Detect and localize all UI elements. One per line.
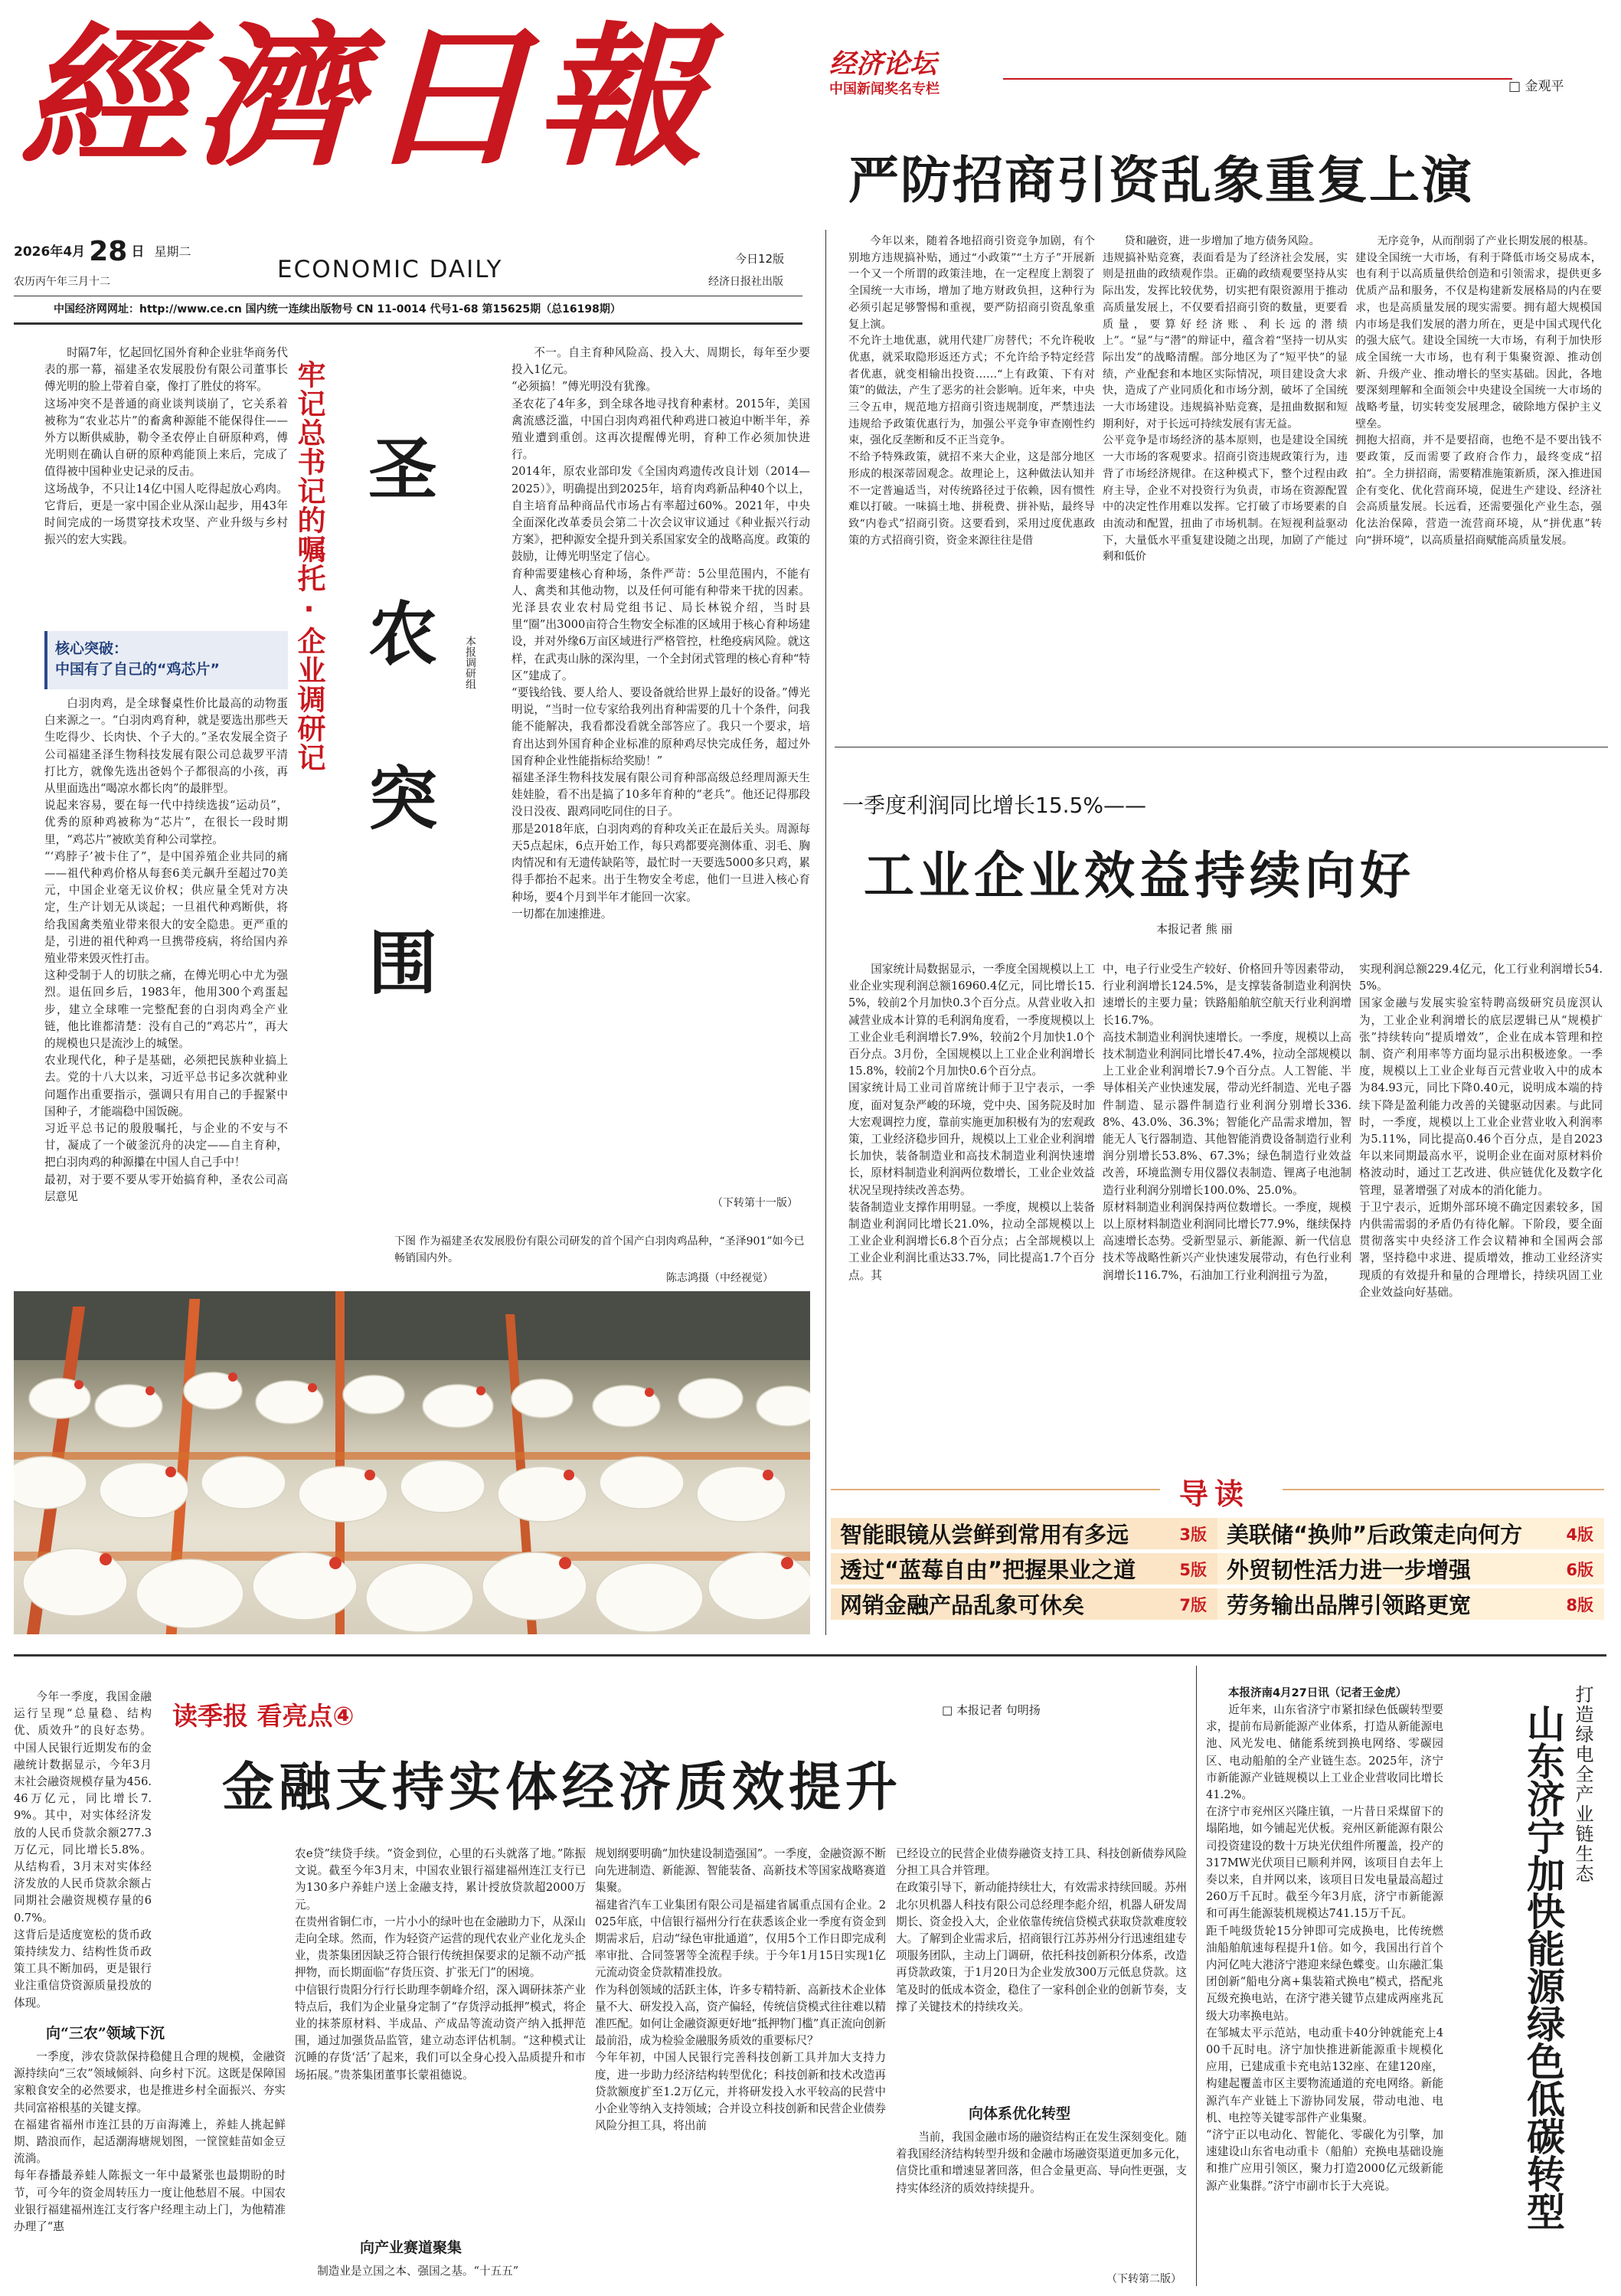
shandong-kicker: 打造绿电全产业链生态 bbox=[1572, 1685, 1593, 1884]
finance-intro: 今年一季度，我国金融运行呈现“总量稳、结构优、质效升”的良好态势。中国人民银行近期发布的金融统计数据显示，今年3月末社会融资规模存量为456.46万亿元，同比增长7.9%。其中，对实体经济发放的人民币贷款余额277.3万亿元，同比增长5.8%。从结构看，3月末对实体经济发放的人民币贷款余额占同期社会融资规模存量的60.7%。 这背后是适度宽松的货币政策持续发力、结构性货币政策工具不断加码，更是银行业注重信贷资源质量投放的体现。 bbox=[14, 1690, 152, 2010]
lead-headline: 圣 农 突 围 bbox=[356, 433, 436, 1003]
guide-item-page: 5版 bbox=[1179, 1560, 1207, 1579]
guide-item-text: 劳务输出品牌引领路更宽 bbox=[1227, 1592, 1472, 1618]
finance-text-1: 一季度，涉农贷款保持稳健且合理的规模，金融资源持续向“三农”领域倾斜、向乡村下沉。这既是保障国家粮食安全的必然要求，也是推进乡村全面振兴、夯实共同富裕根基的关键支撑。 在福建省福州市连江县的万亩海滩上，养蛙人挑起鲜期、踏浪而作，起适潮海塘规划图，一筐筐蛙苗如金豆流淌。 每年春播最养蛙人陈振文一年中最紧张也最期盼的时节，可今年的资金周转压力一度让他愁眉不展。中国农业银行福建福州连江支行客户经理主动上门，为他精准办理了“惠 bbox=[14, 2050, 286, 2234]
finance-text-2: 农e贷”续贷手续。“资金到位，心里的石头就落了地。”陈振文说。截至今年3月末，中国农业银行福建福州连江支行已为130多户养蛙户送上金融支持，累计授放贷款超2000万元。 在贵州省铜仁市，一片小小的绿叶也在金融助力下，从深山走向全球。然而，作为轻资产运营的现代农业产业化龙头企业，贵茶集团因缺乏符合银行传统担保要求的足额不动产抵押物，而长期面临“存货压资、扩张无门”的困境。 中信银行贵阳分行行长助理李朝峰介绍，深入调研抹茶产业特点后，我们为企业量身定制了“存货浮动抵押”模式，将企业的抹茶原材料、半成品、产成品等流动资产纳入抵押范围，通过加强货品监管，建立动态评估机制。“这种模式让沉睡的存货‘活’了起来，我们可以全身心投入品质提升和市场拓展。”贵茶集团董事长蒙祖德说。 bbox=[295, 1847, 586, 2082]
chicken-flock-graphic bbox=[14, 1291, 810, 1634]
lead-continue: （下转第十一版） bbox=[712, 1197, 798, 1209]
date-line bbox=[14, 236, 266, 267]
finance-subhead-2: 向产业赛道聚集 bbox=[360, 2239, 462, 2256]
date-text: 2026年4月 bbox=[14, 244, 86, 260]
industry-column-3 bbox=[1359, 961, 1603, 1474]
lead-kicker: 牢记总书记的嘱托·企业调研记 bbox=[292, 360, 325, 772]
guide-item[interactable] bbox=[831, 1553, 1217, 1585]
shandong-headline: 山东济宁加快能源绿色低碳转型 bbox=[1521, 1704, 1565, 2229]
lower-section-rule bbox=[14, 1654, 1606, 1657]
guide-item[interactable] bbox=[1217, 1553, 1604, 1585]
finance-subhead-1: 向“三农”领域下沉 bbox=[46, 2025, 165, 2042]
lead-column-1b bbox=[44, 695, 288, 1310]
photo-credit: 陈志鸿摄（中经视觉） bbox=[666, 1272, 773, 1284]
forum-text-2: 贷和融资，进一步增加了地方债务风险。 违规搞补贴竞赛，表面看是为了经济社会发展，实则是扭曲的政绩观作祟。正确的政绩观要坚持从实际出发，发挥比较优势，切实把有限资源用于推动高质量发展上，不仅要看招商引资的数量，更要看质量，要算好经济账、利长远的潜绩上”。“显”与“潜”的辩证中，蕴含着“坚持一切从实际出发”的战略清醒。部分地区为了“短平快”的显绩，产业配套和本地区实际情况，项目建设贪大求快，造成了产业同质化和市场分割，破坏了全国统一大市场建设。违规搞补贴竞赛，是扭曲数据和短期利好，对于长远可持续发展有害无益。 公平竞争是市场经济的基本原则，也是建设全国统一大市场的客观要求。招商引资违规政策行为，违背了市场经济规律。在这种模式下，整个过程由政府主导，企业不对投资行为负责，市场在资源配置中的决定性作用难以发挥。它打破了市场要素的自由流动和配置，扭曲了市场机制。在短视利益驱动下，大量低水平重复建设随之出现，加剧了产能过剩和低价 bbox=[1103, 235, 1348, 564]
finance-column-3 bbox=[595, 1846, 886, 2288]
industry-text-2: 中，电子行业受生产较好、价格回升等因素带动，行业利润增长124.5%，是支撑装备制造业利润快速增长的主要力量；铁路船舶航空航天行业利润增长16.7%。 高技术制造业利润快速增长。一季度，规模以上高技术制造业利润同比增长47.4%，拉动全部规模以上工业企业利润增长7.9个百分点。人工智能、半导体相关产业快速发展，带动光纤制造、光电子器件制造、显示器件制造行业利润分别增长336.8%、43.0%、36.3%；智能化产品需求增加，智能无人飞行器制造、其他智能消费设备制造行业利润分别增长53.8%、67.3%；绿色制造行业效益改善，环境监测专用仪器仪表制造、锂离子电池制造行业利润分别增长100.0%、25.0%。 原材料制造业利润保持两位数增长。一季度，规模以上原材料制造业利润同比增长77.9%，继续保持高速增长态势。受新型显示、新能源、新一代信息技术等战略性新兴产业快速发展带动，有色行业利润增长116.7%，石油加工行业利润扭亏为盈， bbox=[1103, 963, 1351, 1282]
industry-column-2 bbox=[1103, 961, 1351, 1386]
page-count: 今日12版 bbox=[735, 252, 785, 266]
forum-label: 经济论坛 bbox=[829, 49, 937, 80]
finance-byline: □ 本报记者 句明扬 bbox=[942, 1703, 1041, 1717]
guide-rule-left bbox=[831, 1489, 1160, 1490]
lunar-date: 农历丙午年三月十二 bbox=[14, 276, 110, 288]
day-number: 28 bbox=[89, 236, 128, 267]
guide-item-text: 网销金融产品乱象可休矣 bbox=[840, 1592, 1085, 1618]
finance-text-4: 已经设立的民营企业债券融资支持工具、科技创新债券风险分担工具合并管理。 在政策引导下，新动能持续壮大，有效需求持续回暖。苏州北尔贝机器人科技有限公司总经理李彪介绍，机器人研发周期长、资金投入大，企业依靠传统信贷模式获取贷款难度较大。了解到企业需求后，招商银行江苏苏州分行迅速组建专项服务团队，主动上门调研，依托科技创新积分体系，改造再贷款政策，于1月20日为企业发放300万元低息贷款。这笔及时的低成本资金，稳住了一家科创企业的创新节奏，支撑了关键技术的持续攻关。 bbox=[896, 1847, 1187, 2013]
guide-item-text: 外贸韧性活力进一步增强 bbox=[1227, 1557, 1472, 1583]
finance-column-1 bbox=[14, 2049, 286, 2286]
guide-item-page: 4版 bbox=[1566, 1525, 1593, 1544]
guide-list bbox=[831, 1516, 1604, 1622]
forum-column-1 bbox=[848, 234, 1095, 743]
lead-subhead-box bbox=[44, 631, 288, 689]
industry-text-3: 实现利润总额229.4亿元，化工行业利润增长54.5%。 国家金融与发展实验室特聘高级研究员庞溟认为，工业企业利润增长的底层逻辑已从“规模扩张”持续转向“提质增效”，企业在成本管理和控制、资产利用率等方面均显示出积极迹象。一季度，规模以上工业企业每百元营业收入中的成本为84.93元，同比下降0.40元，说明成本端的持续下降是盈利能力改善的关键驱动因素。与此同时，一季度，规模以上工业企业营业收入利润率为5.11%，同比提高0.46个百分点，是自2023年以来同期最高水平，说明企业在面对原材料价格波动时，通过工艺改进、供应链优化及数字化管理，显著增强了对成本的消化能力。 于卫宁表示，近期外部环境不确定因素较多，国内供需需弱的矛盾仍有待化解。下阶段，要全面贯彻落实中央经济工作会议精神和全国两会部署，坚持稳中求进、提质增效，推动工业经济实现质的有效提升和量的合理增长，持续巩固工业企业效益向好基础。 bbox=[1359, 963, 1603, 1299]
shandong-text: 近年来，山东省济宁市紧扣绿色低碳转型要求，提前布局新能源产业体系，打造从新能源电池、风光发电、储能系统到换电网络、零碳园区、电动船舶的全产业链生态。2025年，济宁市新能源产业链规模以上工业企业营收同比增长41.2%。 在济宁市兖州区兴隆庄镇，一片昔日采煤留下的塌陷地，如今铺起光伏板。兖州区新能源有限公司投资建设的数十万块光伏组件所覆盖，投产的317MW光伏项目已顺利并网，该项目自去年上奏以来，自并网以来，该项目日发电量最高超过260万千瓦时。截至今年3月底，济宁市新能源和可再生能源装机规模达741.15万千瓦。 距千吨级货轮15分钟即可完成换电，比传统燃油船舶航速每程提升1倍。如今，我国出行首个内河亿吨大港济宁港迎来绿色蝶变。山东融汇集团创新“船电分离+集装箱式换电”模式，搭配兆瓦级充换电站，在济宁港关键节点建成两座兆瓦级大功率换电站。 在邹城太平示范站，电动重卡40分钟就能充上400千瓦时电。济宁加快推进新能源重卡规模化应用，已建成重卡充电站132座、在建120座，构建起覆盖市区主要物流通道的充电网络。新能源汽车产业链上下游协同发展，带动电池、电机、电控等关键零部件产业集聚。 “济宁正以电动化、智能化、零碳化为引擎，加速建设山东省电动重卡（船舶）充换电基础设施和推广应用引领区，聚力打造2000亿元级新能源产业集群。”济宁市副市长于大亮说。 bbox=[1206, 1703, 1443, 2193]
industry-text-1: 国家统计局数据显示，一季度全国规模以上工业企业实现利润总额16960.4亿元，同比增长15.5%，较前2个月加快0.3个百分点。从营业收入扣减营业成本计算的毛利润角度看，一季度规模以上工业企业毛利润增长7.9%，较前2个月加快1.0个百分点。3月份，全国规模以上工业企业利润增长15.8%，较前2个月加快0.6个百分点。 国家统计局工业司首席统计师于卫宁表示，一季度，面对复杂严峻的环境，党中央、国务院及时加大宏观调控力度，靠前实施更加积极有为的宏观政策，工业经济稳步回升，规模以上工业企业利润增长加快，装备制造业和高技术制造业利润快速增长，原材料制造业利润两位数增长，工业企业效益状况呈现持续改善态势。 装备制造业支撑作用明显。一季度，规模以上装备制造业利润同比增长21.0%，拉动全部规模以上工业企业利润增长6.8个百分点；占全部规模以上工业企业利润比重达33.7%，同比提高1.7个百分点。其 bbox=[848, 963, 1095, 1282]
forum-headline: 严防招商引资乱象重复上演 bbox=[848, 151, 1473, 210]
lead-body-2: 不一。自主育种风险高、投入大、周期长，每年至少要投入1亿元。 “必须搞！”傅光明没有犹豫。 圣农花了4年多，到全球各地寻找育种素材。2015年，美国禽流感泛滥，中国白羽肉鸡祖代种鸡进口被迫中断半年，养殖业遭到重创。这再次提醒傅光明，育种工作必须加快进行。 2014年，原农业部印发《全国肉鸡遗传改良计划（2014—2025）》，明确提出到2025年，培育肉鸡新品种40个以上，自主培育品种商品代市场占有率超过60%。2021年，中央全面深化改革委员会第二十次会议审议通过《种业振兴行动方案》，把种源安全提升到关系国家安全的战略高度。政策的鼓励，让傅光明坚定了信心。 育种需要建核心育种场，条件严苛：5公里范围内，不能有人、禽类和其他动物，以及任何可能有种带来干扰的因素。光泽县农业农村局党组书记、局长林锐介绍，当时县里“圈”出3000亩符合生物安全标准的区域用于核心育种场建设，并对外缘6万亩区域进行严格管控，杜绝疫病风险。就这样，在武夷山脉的深沟里，一个全封闭式管理的核心育种“特区”建成了。 “要钱给钱、要人给人、要设备就给世界上最好的设备。”傅光明说，“当时一位专家给我列出育种需要的几十个条件，问我能不能解决，我看都没看就全部答应了。我只一个要求，培育出达到外国育种企业标准的原种鸡尽快完成任务，超过外国育种企业性能指标给奖励！” 福建圣泽生物科技发展有限公司育种部高级总经理周源天生娃娃脸，看不出是搞了10多年育种的“老兵”。他还记得那段没日没夜、跟鸡同吃同住的日子。 那是2018年底，白羽肉鸡的育种攻关正在最后关头。周源每天5点起床，6点开始工作，每只鸡都要亮测体重、羽毛、胸肉情况和有无遗传缺陷等，最忙时一天要选5000多只鸡，累得手都抬不起来。出于生物安全考虑，他们一旦进入核心育种场，要4个月到半年才能回一次家。 一切都在加速推进。 bbox=[511, 346, 810, 921]
finance-text-4b: 当前，我国金融市场的融资结构正在发生深刻变化。随着我国经济结构转型升级和金融市场融资渠道更加多元化，信贷比重和增速显著回落，但合金量更高、导向性更强，支持实体经济的质效持续提升。 bbox=[896, 2131, 1187, 2195]
finance-text-3: 规划纲要明确“加快建设制造强国”。一季度，金融资源不断向先进制造、新能源、智能装备、高新技术等国家战略赛道集聚。 福建省汽车工业集团有限公司是福建省属重点国有企业。2025年底，中信银行福州分行在获悉该企业一季度有资金到期需求后，启动“绿色审批通道”，仅用5个工作日即完成利率审批、合同签署等全流程手续。于今年1月15日实现1亿元流动资金贷款精准投放。 作为科创领域的活跃主体，许多专精特新、高新技术企业体量不大、研发投入高，资产偏轻，传统信贷模式往往难以精准匹配。如何让金融资源更好地“抵押物门槛”真正流向创新最前沿，成为检验金融服务质效的重要标尺？ 今年年初，中国人民银行完善科技创新工具并加大支持力度，进一步助力经济结构转型优化；科技创新和技术改造再贷款额度扩至1.2万亿元，并将研发投入水平较高的民营中小企业等纳入支持领域；合并设立科技创新和民营企业债券风险分担工具，将出前 bbox=[595, 1847, 886, 2133]
masthead-rule-bottom bbox=[14, 322, 802, 325]
shandong-dateline: 本报济南4月27日讯（记者王金虎） bbox=[1228, 1687, 1407, 1699]
masthead bbox=[14, 8, 845, 237]
newspaper-logo: 經濟日報 bbox=[20, 8, 708, 188]
weekday: 星期二 bbox=[154, 244, 191, 259]
lower-vertical-divider bbox=[1196, 1666, 1197, 2286]
finance-headline: 金融支持实体经济质效提升 bbox=[222, 1758, 903, 1818]
lead-column-2 bbox=[511, 345, 810, 1289]
lead-subhead-1: 核心突破： bbox=[55, 640, 129, 657]
publication-info: 中国经济网网址：http://www.ce.cn 国内统一连续出版物号 CN 11-0014 代号1-68 第15625期（总16198期） bbox=[54, 303, 621, 316]
forum-text-1: 今年以来，随着各地招商引资竞争加剧，有个别地方违规搞补贴，通过“小政策”“土方子”开展新一个又一个所谓的政策洼地，在一定程度上割裂了全国统一大市场，增加了地方财政负担，这种行为必须引起足够警惕和重视，要严防招商引资乱象重复上演。 不允许土地优惠，就用代建厂房替代；不允许税收优惠，就采取隐形返还方式；不允许给予特定经营者优惠，就变相输出投资……“上有政策、下有对策”的做法，产生了恶劣的社会影响。近年来，中央三令五申，规范地方招商引资违规制度，严禁违法违规给予政策优惠行为，加强公平竞争审查刚性约束，强化反垄断和反不正当竞争。 不给予特殊政策，就招不来大企业，这是部分地区形成的根深蒂固观念。故理论上，这种做法认知并不一定普遍适当，对传统路径过于依赖，因有惯性难以打破。一味搞土地、拼税费、拼补贴，最终导致“内卷式”招商引资。这要看到，采用过度优惠政策的方式招商引资，资金来源往往是借 bbox=[848, 235, 1095, 547]
guide-item-page: 8版 bbox=[1566, 1595, 1593, 1614]
guide-box bbox=[831, 1470, 1604, 1631]
lead-byline: 本报调研组 bbox=[464, 636, 476, 689]
chicken-farm-photo bbox=[14, 1291, 810, 1634]
forum-text-3: 无序竞争，从而削弱了产业长期发展的根基。 建设全国统一大市场，有利于降低市场交易成本，也有利于以高质量供给创造和引领需求，提供更多优质产品和服务，不仅是构建新发展格局的内在要求，也是高质量发展的现实需要。拥有超大规模国内市场是我们发展的潜力所在，更是中国式现代化的强大底气。建设全国统一大市场，有利于加快形成全国统一大市场，也有利于集聚资源、推动创新、升级产业、推动增长的坚实基础。因此，各地要深刻理解和全面领会中央建设全国统一大市场的战略考量，切实转变发展理念，破除地方保护主义壁垒。 拥抱大招商，并不是要招商，也绝不是不要出钱不要政策，反而需要了政府合作力，最终变成“招拍”。全力拼招商，需要精准施策新质，深入推进国企有变化、优化营商环境，促进生产建设、经济社会高质量发展。长远看，还需要强化产业生态，强化法治保障，营造一流营商环境，从“拼优惠”转向“拼环境”，以高质量招商赋能高质量发展。 bbox=[1355, 235, 1602, 547]
guide-item[interactable] bbox=[1217, 1518, 1604, 1549]
finance-continue: （下转第二版） bbox=[1106, 2273, 1181, 2285]
guide-item-page: 6版 bbox=[1566, 1560, 1593, 1579]
lead-column-1a bbox=[44, 345, 288, 628]
guide-item[interactable] bbox=[831, 1518, 1217, 1549]
guide-item[interactable] bbox=[1217, 1588, 1604, 1620]
publisher: 经济日报社出版 bbox=[708, 276, 783, 288]
caption-text: 下图 作为福建圣农发展股份有限公司研发的首个国产白羽肉鸡品种，“圣泽901”如今已畅销国内外。 bbox=[394, 1235, 805, 1264]
lead-caption bbox=[394, 1233, 812, 1270]
industry-headline: 工业企业效益持续向好 bbox=[864, 846, 1415, 905]
guide-title: 导读 bbox=[1179, 1477, 1250, 1511]
guide-row-3 bbox=[831, 1587, 1604, 1622]
lead-body-1: 白羽肉鸡，是全球餐桌性价比最高的动物蛋白来源之一。“白羽肉鸡育种，就是要选出那些天生吃得少、长肉快、个子大的。”圣农发展全资子公司福建圣泽生物科技发展有限公司总裁罗平清打比方，就像先选出爸妈个子都很高的小孩，再从里面选出“喝凉水都长肉”的最胖型。 说起来容易，要在每一代中持续选拔“运动员”，优秀的原种鸡被称为“芯片”，在很长一段时期里，“鸡芯片”被欧美育种公司掌控。 “‘鸡脖子’被卡住了”，是中国养殖企业共同的痛——祖代种鸡价格从每套6美元飙升至超过70美元，中国企业毫无议价权；供应量全凭对方决定，生产计划无从谈起；一旦祖代种鸡断供，将给我国禽类殖业带来很大的安全隐患。更严重的是，引进的祖代种鸡一旦携带疫病，将给国内养殖业带来毁灭性打击。 这种受制于人的切肤之痛，在傅光明心中尤为强烈。退伍回乡后，1983年，他用300个鸡蛋起步，建立全球唯一完整配套的白羽肉鸡全产业链，他比谁都清楚：没有自己的“鸡芯片”，再大的规模也只是流沙上的城堡。 农业现代化，种子是基础，必须把民族种业搞上去。党的十八大以来，习近平总书记多次就种业问题作出重要指示，强调只有用自己的手握紧中国种子，才能端稳中国饭碗。 习近平总书记的殷殷嘱托，与企业的不安与不甘，凝成了一个破釜沉舟的决定——自主育种，把白羽肉鸡的种源攥在中国人自己手中！ 最初，对于要不要从零开始搞育种，圣农公司高层意见 bbox=[44, 697, 288, 1203]
finance-column-4b bbox=[896, 2129, 1187, 2267]
guide-item[interactable] bbox=[831, 1588, 1217, 1620]
guide-item-page: 7版 bbox=[1179, 1595, 1207, 1614]
forum-column-2 bbox=[1103, 234, 1348, 743]
guide-row-2 bbox=[831, 1552, 1604, 1587]
finance-sidebar bbox=[14, 1689, 152, 2010]
guide-item-text: 透过“蓝莓自由”把握果业之道 bbox=[840, 1557, 1136, 1583]
finance-column-2b bbox=[295, 2263, 586, 2286]
finance-column-2 bbox=[295, 1846, 586, 2229]
guide-row-1 bbox=[831, 1516, 1604, 1552]
forum-column-3 bbox=[1355, 234, 1602, 743]
vertical-divider-top bbox=[825, 230, 826, 1635]
shandong-column bbox=[1206, 1685, 1443, 2290]
forum-author: □ 金观平 bbox=[1508, 79, 1564, 94]
industry-byline: 本报记者 熊 丽 bbox=[1156, 922, 1233, 936]
guide-item-text: 智能眼镜从尝鲜到常用有多远 bbox=[840, 1522, 1129, 1548]
finance-subhead-3: 向体系优化转型 bbox=[969, 2105, 1071, 2122]
forum-label-box bbox=[829, 47, 1021, 100]
industry-column-1 bbox=[848, 961, 1095, 1386]
forum-red-line bbox=[1003, 78, 1512, 80]
finance-kicker: 读季报 看亮点④ bbox=[172, 1701, 355, 1731]
day-suffix: 日 bbox=[131, 244, 145, 260]
forum-sublabel: 中国新闻奖名专栏 bbox=[829, 81, 940, 97]
finance-text-2b: 制造业是立国之本、强国之基。“十五五” bbox=[317, 2265, 519, 2278]
guide-rule-right bbox=[1283, 1489, 1604, 1490]
guide-item-page: 3版 bbox=[1179, 1525, 1207, 1544]
lead-intro: 时隔7年，忆起回忆国外育种企业驻华商务代表的那一幕，福建圣农发展股份有限公司董事长傅光明的脸上带着自豪，像打了胜仗的将军。 这场冲突不是普通的商业谈判谈崩了，它关系着被称为“农业芯片”的畜禽种源能不能保得住——外方以断供威胁，勒令圣农停止自研原种鸡，傅光明则在确认自研的原种鸡能顶上来后，完成了值得被中国种业史记录的反击。 这场战争，不只让14亿中国人吃得起放心鸡肉。它背后，更是一家中国企业从深山起步，用43年时间完成的一场贯穿技术攻坚、产业升级与乡村振兴的宏大实践。 bbox=[44, 346, 288, 547]
guide-item-text: 美联储“换帅”后政策走向何方 bbox=[1227, 1522, 1523, 1548]
lead-subhead-2: 中国有了自己的“鸡芯片” bbox=[55, 661, 220, 678]
english-title: ECONOMIC DAILY bbox=[277, 256, 503, 283]
finance-column-4 bbox=[896, 1846, 1187, 2075]
industry-kicker: 一季度利润同比增长15.5%—— bbox=[842, 793, 1146, 818]
